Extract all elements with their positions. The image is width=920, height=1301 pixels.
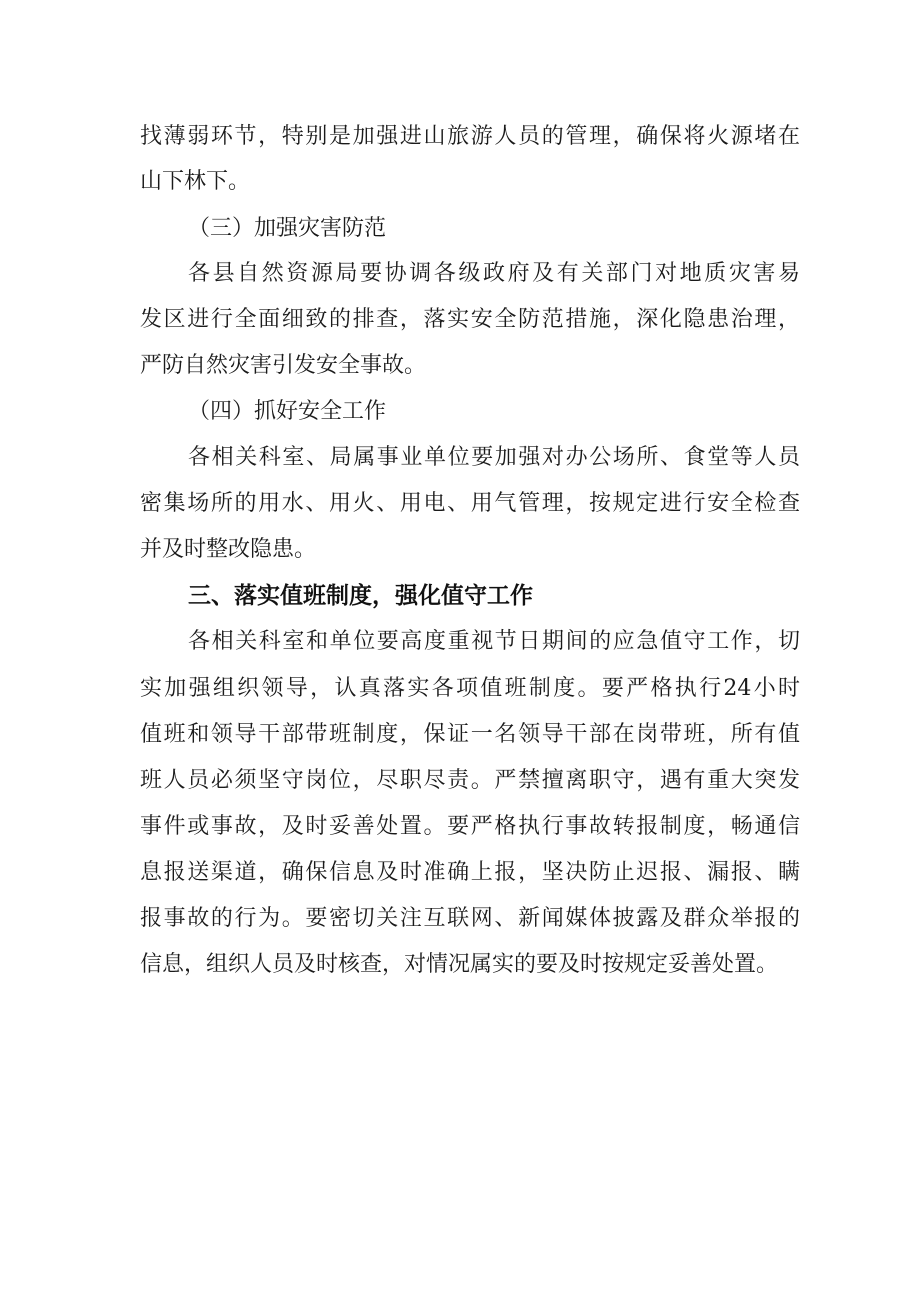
section-subheading: （四）抓好安全工作 [188,399,387,424]
paragraph-line: 山下林下。 [140,169,251,194]
paragraph-line: 息报送渠道，确保信息及时准确上报，坚决防止迟报、漏报、瞒 [140,860,800,885]
paragraph-line: 班人员必须坚守岗位，尽职尽责。严禁擅离职守，遇有重大突发 [140,768,800,793]
paragraph-line: 发区进行全面细致的排查，落实安全防范措施，深化隐患治理， [140,307,800,332]
section-subheading: （三）加强灾害防范 [188,216,387,241]
paragraph-line: 并及时整改隐患。 [140,537,317,562]
paragraph-line: 信息，组织人员及时核查，对情况属实的要及时按规定妥善处置。 [140,952,779,977]
paragraph-line: 找薄弱环节，特别是加强进山旅游人员的管理，确保将火源堵在 [140,124,800,149]
paragraph-line: 实加强组织领导，认真落实各项值班制度。要严格执行24小时 [140,676,800,701]
paragraph-line: 报事故的行为。要密切关注互联网、新闻媒体披露及群众举报的 [140,906,800,931]
paragraph-line: 各相关科室和单位要高度重视节日期间的应急值守工作，切 [188,629,800,654]
paragraph-line: 密集场所的用水、用火、用电、用气管理，按规定进行安全检查 [140,491,800,516]
paragraph-line: 事件或事故，及时妥善处置。要严格执行事故转报制度，畅通信 [140,814,800,839]
paragraph-line: 各相关科室、局属事业单位要加强对办公场所、食堂等人员 [188,445,800,470]
paragraph-line: 值班和领导干部带班制度，保证一名领导干部在岗带班，所有值 [140,722,800,747]
section-heading: 三、落实值班制度，强化值守工作 [188,583,533,609]
paragraph-line: 各县自然资源局要协调各级政府及有关部门对地质灾害易 [188,261,800,286]
paragraph-line: 严防自然灾害引发安全事故。 [140,353,427,378]
